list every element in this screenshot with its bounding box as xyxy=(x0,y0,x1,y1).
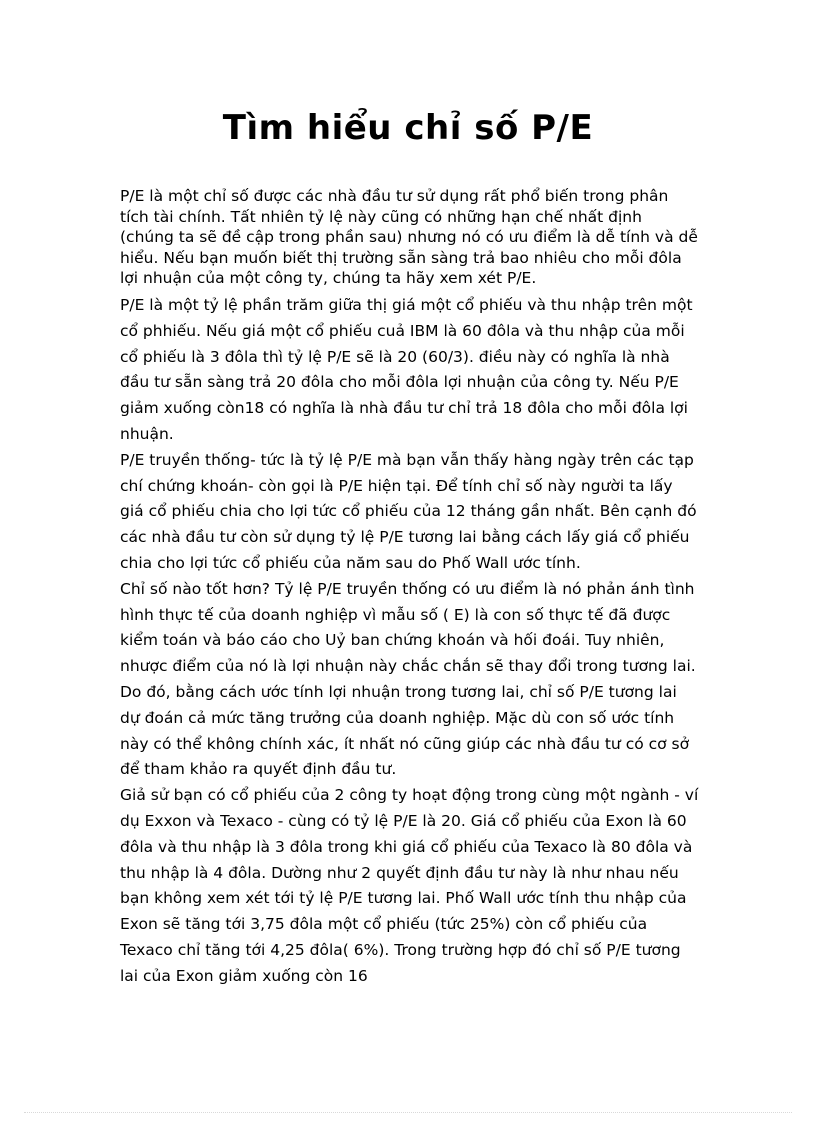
paragraph-definition: P/E là một tỷ lệ phần trăm giữa thị giá một cổ phiếu và thu nhập trên một cổ phhiếu. Nếu giá một cổ phiếu cuả IBM là 60 đôla và thu nhập của mỗi cổ phiếu là 3 đôla thì tỷ lệ P/E sẽ là 20 (60/3). điều này có nghĩa là nhà đầu tư sẵn sàng trả 20 đôla cho mỗi đôla lợi nhuận của công ty. Nếu P/E giảm xuống còn18 có nghĩa là nhà đầu tư chỉ trả 18 đôla cho mỗi đôla lợi nhuận. xyxy=(120,295,693,443)
document-title: Tìm hiểu chỉ số P/E xyxy=(222,108,594,148)
page-bottom-divider xyxy=(24,1112,792,1113)
paragraph-traditional-pe: P/E truyền thống- tức là tỷ lệ P/E mà bạn vẫn thấy hàng ngày trên các tạp chí chứng khoán- còn gọi là P/E hiện tại. Để tính chỉ số này người ta lấy giá cổ phiếu chia cho lợi tức cổ phiếu của 12 tháng gần nhất. Bên cạnh đó các nhà đầu tư còn sử dụng tỷ lệ P/E tương lai bằng cách lấy giá cổ phiếu chia cho lợi tức cổ phiếu của năm sau do Phố Wall ước tính. xyxy=(120,450,697,572)
document-body xyxy=(120,186,700,989)
paragraph-example: Giả sử bạn có cổ phiếu của 2 công ty hoạt động trong cùng một ngành - ví dụ Exxon và Texaco - cùng có tỷ lệ P/E là 20. Giá cổ phiếu của Exon là 60 đôla và thu nhập là 3 đôla trong khi giá cổ phiếu của Texaco là 80 đôla và thu nhập là 4 đôla. Dường như 2 quyết định đầu tư này là như nhau nếu bạn không xem xét tới tỷ lệ P/E tương lai. Phố Wall ước tính thu nhập của Exon sẽ tăng tới 3,75 đôla một cổ phiếu (tức 25%) còn cổ phiếu của Texaco chỉ tăng tới 4,25 đôla( 6%). Trong trường hợp đó chỉ số P/E tương lai của Exon giảm xuống còn 16 xyxy=(120,786,699,985)
paragraph-intro: P/E là một chỉ số được các nhà đầu tư sử dụng rất phổ biến trong phân tích tài chính. Tất nhiên tỷ lệ này cũng có những hạn chế nhất định (chúng ta sẽ đề cập trong phần sau) nhưng nó có ưu điểm là dễ tính và dễ hiểu. Nếu bạn muốn biết thị trường sẵn sàng trả bao nhiêu cho mỗi đôla lợi nhuận của một công ty, chúng ta hãy xem xét P/E. xyxy=(120,187,698,288)
paragraph-comparison: Chỉ số nào tốt hơn? Tỷ lệ P/E truyền thống có ưu điểm là nó phản ánh tình hình thực tế của doanh nghiệp vì mẫu số ( E) là con số thực tế đã được kiểm toán và báo cáo cho Uỷ ban chứng khoán và hối đoái. Tuy nhiên, nhược điểm của nó là lợi nhuận này chắc chắn sẽ thay đổi trong tương lai. Do đó, bằng cách ước tính lợi nhuận trong tương lai, chỉ số P/E tương lai dự đoán cả mức tăng trưởng của doanh nghiệp. Mặc dù con số ước tính này có thể không chính xác, ít nhất nó cũng giúp các nhà đầu tư có cơ sở để tham khảo ra quyết định đầu tư. xyxy=(120,579,696,779)
